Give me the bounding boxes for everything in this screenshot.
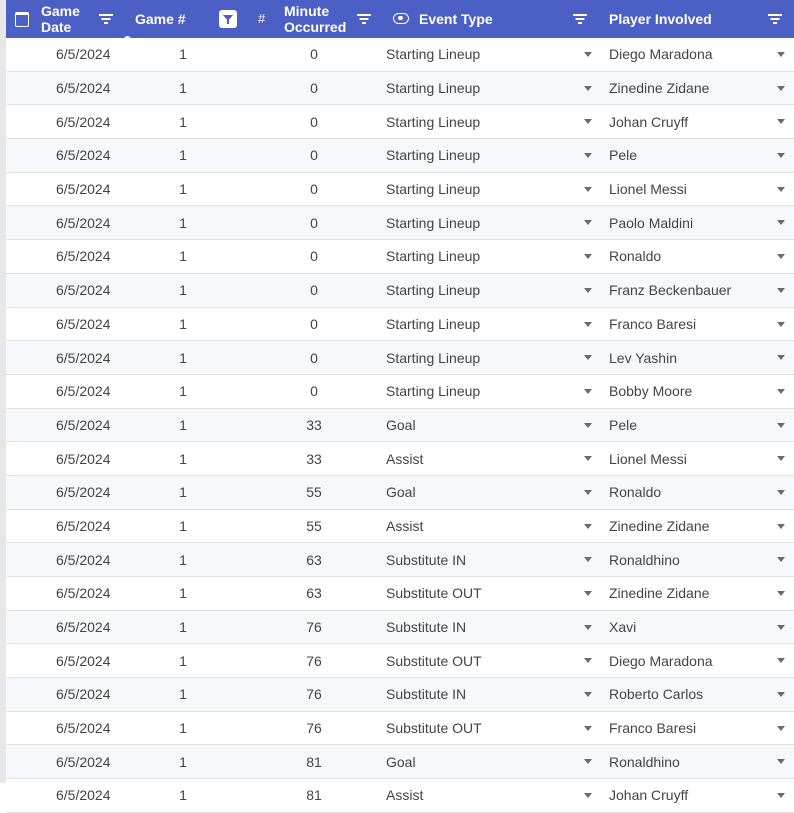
cell-player[interactable]: Diego Maradona — [609, 46, 713, 63]
cell-game-number[interactable]: 1 — [179, 517, 187, 534]
dropdown-arrow-icon[interactable] — [584, 153, 592, 158]
table-header — [6, 0, 794, 38]
dropdown-arrow-icon[interactable] — [777, 187, 785, 192]
cell-game-number[interactable]: 1 — [179, 46, 187, 63]
dropdown-arrow-icon[interactable] — [584, 793, 592, 798]
cell-event-type[interactable]: Substitute IN — [386, 551, 467, 568]
cell-minute[interactable]: 0 — [310, 113, 318, 130]
filter-icon[interactable] — [357, 14, 371, 24]
calendar-icon — [15, 12, 29, 27]
cell-game-number[interactable]: 1 — [179, 787, 187, 804]
dropdown-arrow-icon[interactable] — [584, 557, 592, 562]
cell-game-date[interactable]: 6/5/2024 — [56, 517, 111, 534]
cell-minute[interactable]: 0 — [310, 147, 318, 164]
cell-game-date[interactable]: 6/5/2024 — [56, 181, 111, 198]
dropdown-arrow-icon[interactable] — [777, 220, 785, 225]
cell-minute[interactable]: 63 — [306, 551, 322, 568]
cell-game-number[interactable]: 1 — [179, 113, 187, 130]
cell-event-type[interactable]: Starting Lineup — [386, 282, 481, 299]
cell-minute[interactable]: 76 — [306, 686, 322, 703]
cell-event-type[interactable]: Starting Lineup — [386, 349, 481, 366]
cell-game-number[interactable]: 1 — [179, 484, 187, 501]
cell-game-date[interactable]: 6/5/2024 — [56, 147, 111, 164]
hash-icon: # — [258, 11, 266, 26]
header-event-type[interactable] — [419, 0, 493, 38]
cell-minute[interactable]: 63 — [306, 585, 322, 602]
cell-minute[interactable]: 55 — [306, 517, 322, 534]
cell-game-date[interactable]: 6/5/2024 — [56, 720, 111, 737]
dropdown-arrow-icon[interactable] — [584, 86, 592, 91]
cell-event-type[interactable]: Substitute OUT — [386, 585, 482, 602]
dropdown-arrow-icon[interactable] — [584, 591, 592, 596]
dropdown-arrow-icon[interactable] — [584, 254, 592, 259]
header-game-date-line2: Date — [41, 19, 72, 35]
cell-player[interactable]: Franz Beckenbauer — [609, 282, 732, 299]
cell-player[interactable]: Pele — [609, 147, 638, 164]
cell-event-type[interactable]: Goal — [386, 416, 416, 433]
cell-event-type[interactable]: Starting Lineup — [386, 147, 481, 164]
cell-minute[interactable]: 76 — [306, 619, 322, 636]
dropdown-arrow-icon[interactable] — [584, 456, 592, 461]
data-table — [6, 0, 794, 813]
cell-game-number[interactable]: 1 — [179, 686, 187, 703]
cell-game-date[interactable]: 6/5/2024 — [56, 585, 111, 602]
cell-event-type[interactable]: Starting Lineup — [386, 113, 481, 130]
header-game-date-line1: Game — [41, 3, 80, 19]
cell-minute[interactable]: 81 — [306, 753, 322, 770]
cell-player[interactable]: Lionel Messi — [609, 181, 687, 198]
cell-game-date[interactable]: 6/5/2024 — [56, 46, 111, 63]
cell-game-date[interactable]: 6/5/2024 — [56, 619, 111, 636]
cell-event-type[interactable]: Substitute OUT — [386, 652, 482, 669]
dropdown-arrow-icon[interactable] — [777, 490, 785, 495]
dropdown-arrow-icon[interactable] — [777, 153, 785, 158]
header-game-number-label: Game # — [135, 11, 186, 27]
cell-game-date[interactable]: 6/5/2024 — [56, 113, 111, 130]
header-game-number[interactable] — [135, 0, 186, 38]
dropdown-arrow-icon[interactable] — [584, 524, 592, 529]
table-row[interactable] — [6, 308, 794, 342]
cell-player[interactable]: Johan Cruyff — [609, 787, 689, 804]
header-player-involved[interactable] — [609, 0, 712, 38]
cell-event-type[interactable]: Substitute OUT — [386, 720, 482, 737]
dropdown-arrow-icon[interactable] — [584, 52, 592, 57]
cell-event-type[interactable]: Substitute IN — [386, 686, 467, 703]
dropdown-arrow-icon[interactable] — [777, 355, 785, 360]
table-row[interactable] — [6, 105, 794, 139]
cell-event-type[interactable]: Goal — [386, 484, 416, 501]
table-row[interactable] — [6, 543, 794, 577]
cell-minute[interactable]: 0 — [310, 80, 318, 97]
filter-icon[interactable] — [573, 14, 587, 24]
cell-player[interactable]: Ronaldo — [609, 248, 662, 265]
dropdown-arrow-icon[interactable] — [584, 288, 592, 293]
cell-event-type[interactable]: Assist — [386, 517, 424, 534]
cell-game-number[interactable]: 1 — [179, 652, 187, 669]
cell-player[interactable]: Zinedine Zidane — [609, 517, 710, 534]
table-row[interactable] — [6, 577, 794, 611]
table-row[interactable] — [6, 678, 794, 712]
cell-game-date[interactable]: 6/5/2024 — [56, 787, 111, 804]
cell-game-date[interactable]: 6/5/2024 — [56, 282, 111, 299]
dropdown-arrow-icon[interactable] — [777, 389, 785, 394]
cell-game-number[interactable]: 1 — [179, 383, 187, 400]
cell-game-number[interactable]: 1 — [179, 585, 187, 602]
dropdown-arrow-icon[interactable] — [584, 423, 592, 428]
table-row[interactable] — [6, 341, 794, 375]
cell-game-number[interactable]: 1 — [179, 214, 187, 231]
cell-player[interactable]: Bobby Moore — [609, 383, 693, 400]
header-minute-occurred[interactable] — [284, 0, 346, 38]
cell-player[interactable]: Lev Yashin — [609, 349, 677, 366]
header-player-label: Player Involved — [609, 11, 712, 27]
cell-player[interactable]: Ronaldhino — [609, 551, 680, 568]
cell-player[interactable]: Roberto Carlos — [609, 686, 704, 703]
table-row[interactable] — [6, 510, 794, 544]
cell-minute[interactable]: 0 — [310, 46, 318, 63]
cell-game-date[interactable]: 6/5/2024 — [56, 686, 111, 703]
dropdown-arrow-icon[interactable] — [584, 625, 592, 630]
cell-minute[interactable]: 0 — [310, 248, 318, 265]
cell-minute[interactable]: 0 — [310, 315, 318, 332]
cell-minute[interactable]: 0 — [310, 181, 318, 198]
dropdown-arrow-icon[interactable] — [584, 220, 592, 225]
cell-player[interactable]: Paolo Maldini — [609, 214, 694, 231]
cell-event-type[interactable]: Starting Lineup — [386, 46, 481, 63]
cell-player[interactable]: Franco Baresi — [609, 720, 697, 737]
filter-icon[interactable] — [99, 14, 113, 24]
table-row[interactable] — [6, 274, 794, 308]
cell-minute[interactable]: 33 — [306, 416, 322, 433]
dropdown-arrow-icon[interactable] — [777, 322, 785, 327]
cell-event-type[interactable]: Goal — [386, 753, 416, 770]
cell-minute[interactable]: 76 — [306, 720, 322, 737]
cell-player[interactable]: Franco Baresi — [609, 315, 697, 332]
cell-event-type[interactable]: Starting Lineup — [386, 248, 481, 265]
cell-event-type[interactable]: Starting Lineup — [386, 181, 481, 198]
cell-game-number[interactable]: 1 — [179, 720, 187, 737]
dropdown-arrow-icon[interactable] — [777, 726, 785, 731]
dropdown-arrow-icon[interactable] — [777, 793, 785, 798]
dropdown-arrow-icon[interactable] — [777, 524, 785, 529]
cell-player[interactable]: Diego Maradona — [609, 652, 713, 669]
cell-game-date[interactable]: 6/5/2024 — [56, 248, 111, 265]
dropdown-arrow-icon[interactable] — [777, 759, 785, 764]
dropdown-arrow-icon[interactable] — [584, 322, 592, 327]
table-row[interactable] — [6, 476, 794, 510]
cell-player[interactable]: Zinedine Zidane — [609, 585, 710, 602]
dropdown-arrow-icon[interactable] — [777, 625, 785, 630]
funnel-filter-icon[interactable] — [219, 10, 237, 28]
table-row[interactable] — [6, 139, 794, 173]
header-minute-line1: Minute — [284, 3, 330, 19]
table-row[interactable] — [6, 173, 794, 207]
cell-minute[interactable]: 0 — [310, 349, 318, 366]
cell-event-type[interactable]: Starting Lineup — [386, 80, 481, 97]
table-body — [6, 38, 794, 813]
cell-game-number[interactable]: 1 — [179, 315, 187, 332]
cell-game-number[interactable]: 1 — [179, 349, 187, 366]
dropdown-arrow-icon[interactable] — [584, 490, 592, 495]
cell-event-type[interactable]: Assist — [386, 787, 424, 804]
dropdown-arrow-icon[interactable] — [777, 119, 785, 124]
table-row[interactable] — [6, 779, 794, 813]
dropdown-arrow-icon[interactable] — [777, 86, 785, 91]
cell-player[interactable]: Xavi — [609, 619, 637, 636]
cell-game-date[interactable]: 6/5/2024 — [56, 214, 111, 231]
cell-event-type[interactable]: Substitute IN — [386, 619, 467, 636]
table-row[interactable] — [6, 442, 794, 476]
table-row[interactable] — [6, 712, 794, 746]
dropdown-arrow-icon[interactable] — [584, 355, 592, 360]
cell-game-date[interactable]: 6/5/2024 — [56, 416, 111, 433]
cell-game-date[interactable]: 6/5/2024 — [56, 349, 111, 366]
header-minute-line2: Occurred — [284, 19, 347, 35]
cell-event-type[interactable]: Starting Lineup — [386, 383, 481, 400]
cell-game-number[interactable]: 1 — [179, 753, 187, 770]
cell-minute[interactable]: 76 — [306, 652, 322, 669]
table-row[interactable] — [6, 375, 794, 409]
dropdown-arrow-icon[interactable] — [777, 557, 785, 562]
cell-game-number[interactable]: 1 — [179, 416, 187, 433]
dropdown-arrow-icon[interactable] — [777, 423, 785, 428]
dropdown-arrow-icon[interactable] — [777, 658, 785, 663]
cell-game-number[interactable]: 1 — [179, 248, 187, 265]
cell-game-number[interactable]: 1 — [179, 282, 187, 299]
cell-player[interactable]: Lionel Messi — [609, 450, 687, 467]
cell-game-date[interactable]: 6/5/2024 — [56, 450, 111, 467]
cell-minute[interactable]: 0 — [310, 214, 318, 231]
table-row[interactable] — [6, 206, 794, 240]
cell-game-number[interactable]: 1 — [179, 551, 187, 568]
table-row[interactable] — [6, 38, 794, 72]
table-row[interactable] — [6, 409, 794, 443]
cell-minute[interactable]: 55 — [306, 484, 322, 501]
cell-game-date[interactable]: 6/5/2024 — [56, 551, 111, 568]
cell-game-number[interactable]: 1 — [179, 450, 187, 467]
dropdown-arrow-icon[interactable] — [584, 726, 592, 731]
cell-game-date[interactable]: 6/5/2024 — [56, 652, 111, 669]
table-row[interactable] — [6, 611, 794, 645]
cell-event-type[interactable]: Starting Lineup — [386, 214, 481, 231]
dropdown-arrow-icon[interactable] — [584, 759, 592, 764]
cell-game-date[interactable]: 6/5/2024 — [56, 383, 111, 400]
dropdown-arrow-icon[interactable] — [584, 187, 592, 192]
cell-minute[interactable]: 0 — [310, 282, 318, 299]
cell-game-date[interactable]: 6/5/2024 — [56, 484, 111, 501]
table-row[interactable] — [6, 745, 794, 779]
cell-game-number[interactable]: 1 — [179, 619, 187, 636]
cell-player[interactable]: Zinedine Zidane — [609, 80, 710, 97]
cell-minute[interactable]: 33 — [306, 450, 322, 467]
chip-icon — [393, 13, 409, 24]
cell-player[interactable]: Pele — [609, 416, 638, 433]
dropdown-arrow-icon[interactable] — [777, 692, 785, 697]
cell-minute[interactable]: 81 — [306, 787, 322, 804]
cell-player[interactable]: Johan Cruyff — [609, 113, 689, 130]
cell-player[interactable]: Ronaldo — [609, 484, 662, 501]
dropdown-arrow-icon[interactable] — [777, 288, 785, 293]
table-row[interactable] — [6, 72, 794, 106]
cell-minute[interactable]: 0 — [310, 383, 318, 400]
dropdown-arrow-icon[interactable] — [777, 52, 785, 57]
cell-event-type[interactable]: Assist — [386, 450, 424, 467]
cell-game-number[interactable]: 1 — [179, 80, 187, 97]
header-event-type-label: Event Type — [419, 11, 493, 27]
filter-icon[interactable] — [768, 14, 782, 24]
table-row[interactable] — [6, 240, 794, 274]
dropdown-arrow-icon[interactable] — [777, 254, 785, 259]
cell-game-number[interactable]: 1 — [179, 181, 187, 198]
header-game-date[interactable] — [41, 0, 80, 38]
cell-game-date[interactable]: 6/5/2024 — [56, 315, 111, 332]
dropdown-arrow-icon[interactable] — [777, 591, 785, 596]
dropdown-arrow-icon[interactable] — [584, 692, 592, 697]
dropdown-arrow-icon[interactable] — [584, 389, 592, 394]
dropdown-arrow-icon[interactable] — [584, 658, 592, 663]
cell-player[interactable]: Ronaldhino — [609, 753, 680, 770]
dropdown-arrow-icon[interactable] — [777, 456, 785, 461]
table-row[interactable] — [6, 644, 794, 678]
cell-game-date[interactable]: 6/5/2024 — [56, 753, 111, 770]
cell-game-number[interactable]: 1 — [179, 147, 187, 164]
dropdown-arrow-icon[interactable] — [584, 119, 592, 124]
cell-game-date[interactable]: 6/5/2024 — [56, 80, 111, 97]
cell-event-type[interactable]: Starting Lineup — [386, 315, 481, 332]
